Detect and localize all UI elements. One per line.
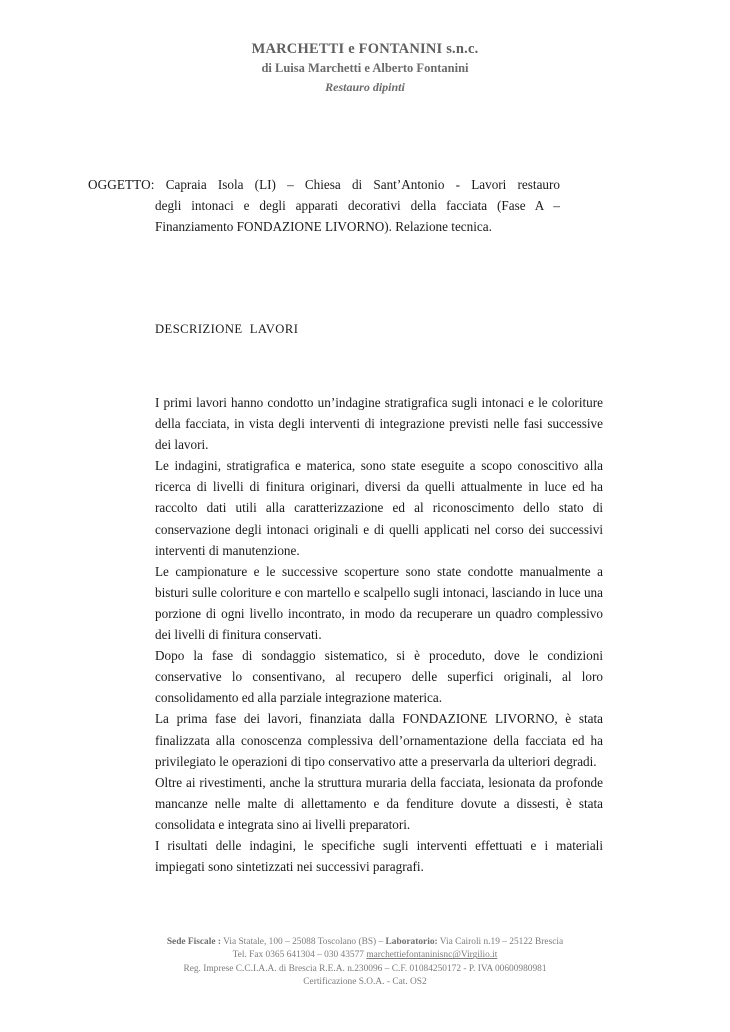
footer-phone-fax: Tel. Fax 0365 641304 – 030 43577: [232, 950, 367, 961]
page-footer: [0, 936, 730, 990]
letterhead-company-name: MARCHETTI e FONTANINI s.n.c.: [251, 41, 479, 57]
subject-label: OGGETTO:: [88, 177, 155, 192]
footer-line-registration: Reg. Imprese C.C.I.A.A. di Brescia R.E.A. n.230096 – C.F. 01084250172 - P. IVA 00600980981: [183, 963, 547, 974]
letterhead-tagline: Restauro dipinti: [325, 80, 405, 94]
footer-line-addresses: [0, 936, 730, 949]
body-paragraph: Oltre ai rivestimenti, anche la struttura muraria della facciata, lesionata da profonde mancanze nelle malte di allettamento e da fenditure dovute a dissesti, è stata consolidata e integrata sino ai livelli preparatori.: [155, 774, 603, 832]
body-paragraph: Le indagini, stratigrafica e materica, sono state eseguite a scopo conoscitivo alla ricerca di livelli di finitura originari, diversi da quelli attualmente in luce ed ha raccolto dati utili alla caratterizzazione ed al riconoscimento dello stato di conservazione degli intonaci originali e di quelli applicati nel corso dei successivi interventi di manutenzione.: [155, 458, 603, 558]
body-text: [155, 392, 603, 877]
subject-line-3-text: Finanziamento FONDAZIONE LIVORNO). Relazione tecnica.: [155, 219, 492, 234]
subject-line-1: [88, 174, 560, 195]
footer-email-link[interactable]: marchettiefontaninisnc@Virgilio.it: [366, 950, 498, 961]
body-paragraph: Dopo la fase di sondaggio sistematico, si è proceduto, dove le condizioni conservative lo consentivano, al recupero delle superfici originali, al loro consolidamento ed alla parziale integrazione materica.: [155, 648, 603, 706]
footer-sede-fiscale-address: Via Statale, 100 – 25088 Toscolano (BS) –: [220, 937, 386, 947]
section-heading-descrizione-lavori: DESCRIZIONE LAVORI: [155, 322, 299, 336]
subject-line-2: [88, 195, 560, 216]
footer-line-certification: Certificazione S.O.A. - Cat. OS2: [303, 977, 427, 988]
letterhead-partners: di Luisa Marchetti e Alberto Fontanini: [261, 61, 469, 75]
subject-block: [88, 174, 560, 237]
body-paragraph: I risultati delle indagini, le specifiche sugli interventi effettuati e i materiali impiegati sono sintetizzati nei successivi paragrafi.: [155, 837, 603, 875]
footer-label-sede-fiscale: Sede Fiscale :: [166, 937, 221, 947]
subject-line-2-text: degli intonaci e degli apparati decorativi della facciata (Fase A –: [155, 198, 560, 213]
subject-line-3: [88, 216, 560, 237]
body-paragraph: Le campionature e le successive scoperture sono state condotte manualmente a bisturi sulle coloriture e con martello e scalpello sugli intonaci, lasciando in luce una porzione di ogni livello incontrato, in modo da recuperare un quadro complessivo dei livelli di finitura conservati.: [155, 563, 603, 643]
footer-label-laboratorio: Laboratorio:: [385, 937, 438, 947]
footer-line-contacts: [0, 949, 730, 962]
letterhead: [0, 40, 730, 96]
body-paragraph: I primi lavori hanno condotto un’indagine stratigrafica sugli intonaci e le coloriture della facciata, in vista degli interventi di integrazione previsti nelle fasi successive dei lavori.: [155, 395, 603, 453]
footer-laboratorio-address: Via Cairoli n.19 – 25122 Brescia: [437, 937, 564, 947]
subject-line-1-text: Capraia Isola (LI) – Chiesa di Sant’Antonio - Lavori restauro: [165, 177, 560, 192]
body-paragraph: La prima fase dei lavori, finanziata dalla FONDAZIONE LIVORNO, è stata finalizzata alla conoscenza complessiva dell’ornamentazione della facciata ed ha privilegiato le operazioni di tipo conservativo atte a preservarla da ulteriori degradi.: [155, 711, 603, 769]
